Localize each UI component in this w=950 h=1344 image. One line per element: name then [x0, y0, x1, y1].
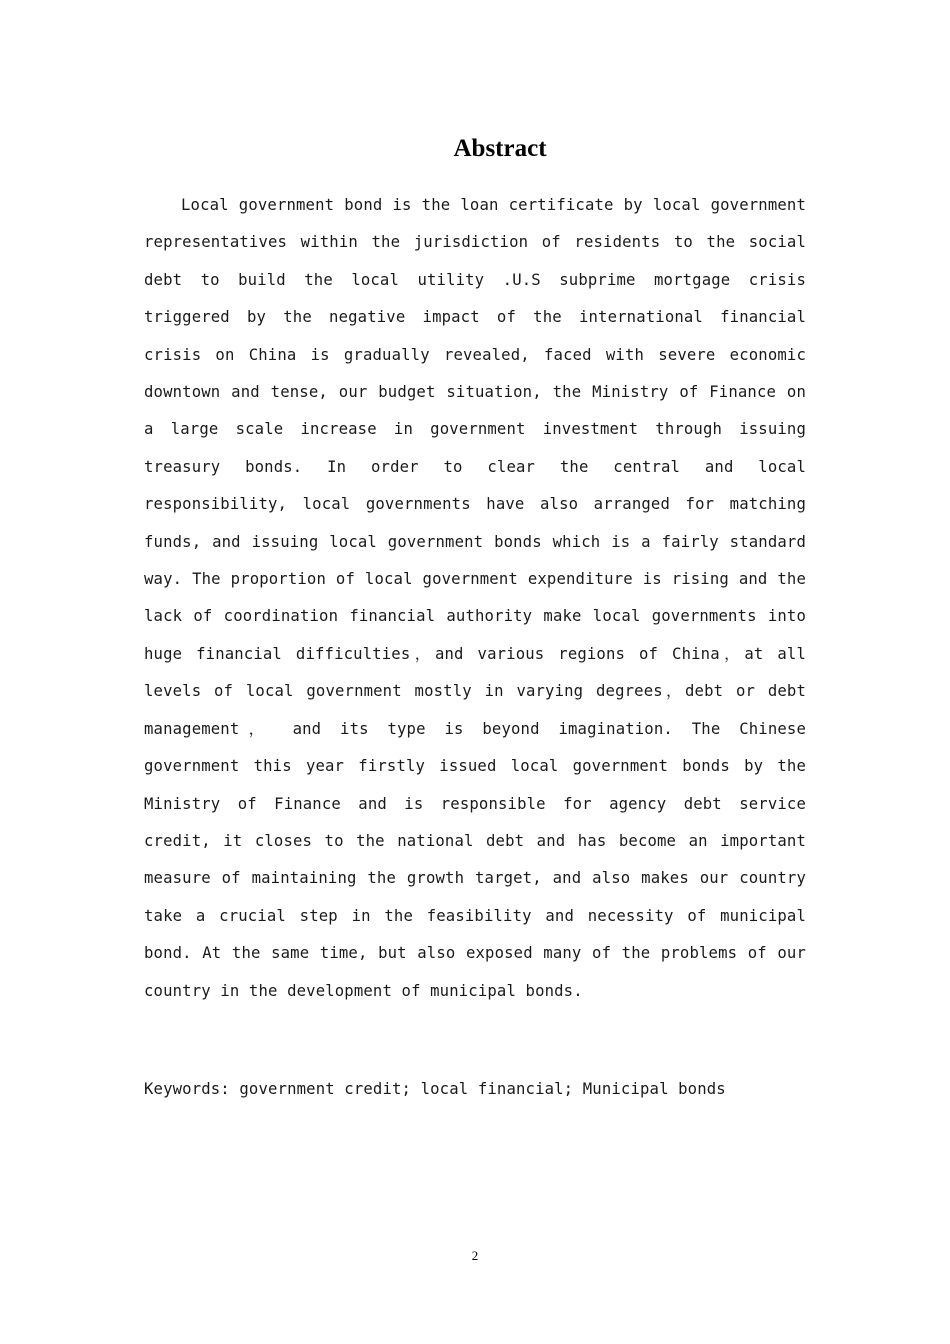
abstract-paragraph: Local government bond is the loan certificate by local government representatives within the jurisdiction of residents to the social debt to build the local utility .U.S subprime mortgage crisis triggered by the negative impact of the international financial crisis on China is gradually revealed, faced with severe economic downtown and tense, our budget situation, the Ministry of Finance on a large scale increase in government investment through issuing treasury bonds. In order to clear the central and local responsibility, local governments have also arranged for matching funds, and issuing local government bonds which is a fairly standard way. The proportion of local government expenditure is rising and the lack of coordination financial authority make local governments into huge financial difficulties，and various regions of China，at all levels of local government mostly in varying degrees，debt or debt management， and its type is beyond imagination. The Chinese government this year firstly issued local government bonds by the Ministry of Finance and is responsible for agency debt service credit, it closes to the national debt and has become an important measure of maintaining the growth target, and also makes our country take a crucial step in the feasibility and necessity of municipal bond. At the same time, but also exposed many of the problems of our country in the development of municipal bonds. — [144, 196, 806, 1000]
keywords-line: Keywords: government credit; local financial; Municipal bonds — [144, 1080, 726, 1098]
page-number: 2 — [471, 1248, 479, 1263]
page-title: Abstract — [453, 135, 547, 162]
